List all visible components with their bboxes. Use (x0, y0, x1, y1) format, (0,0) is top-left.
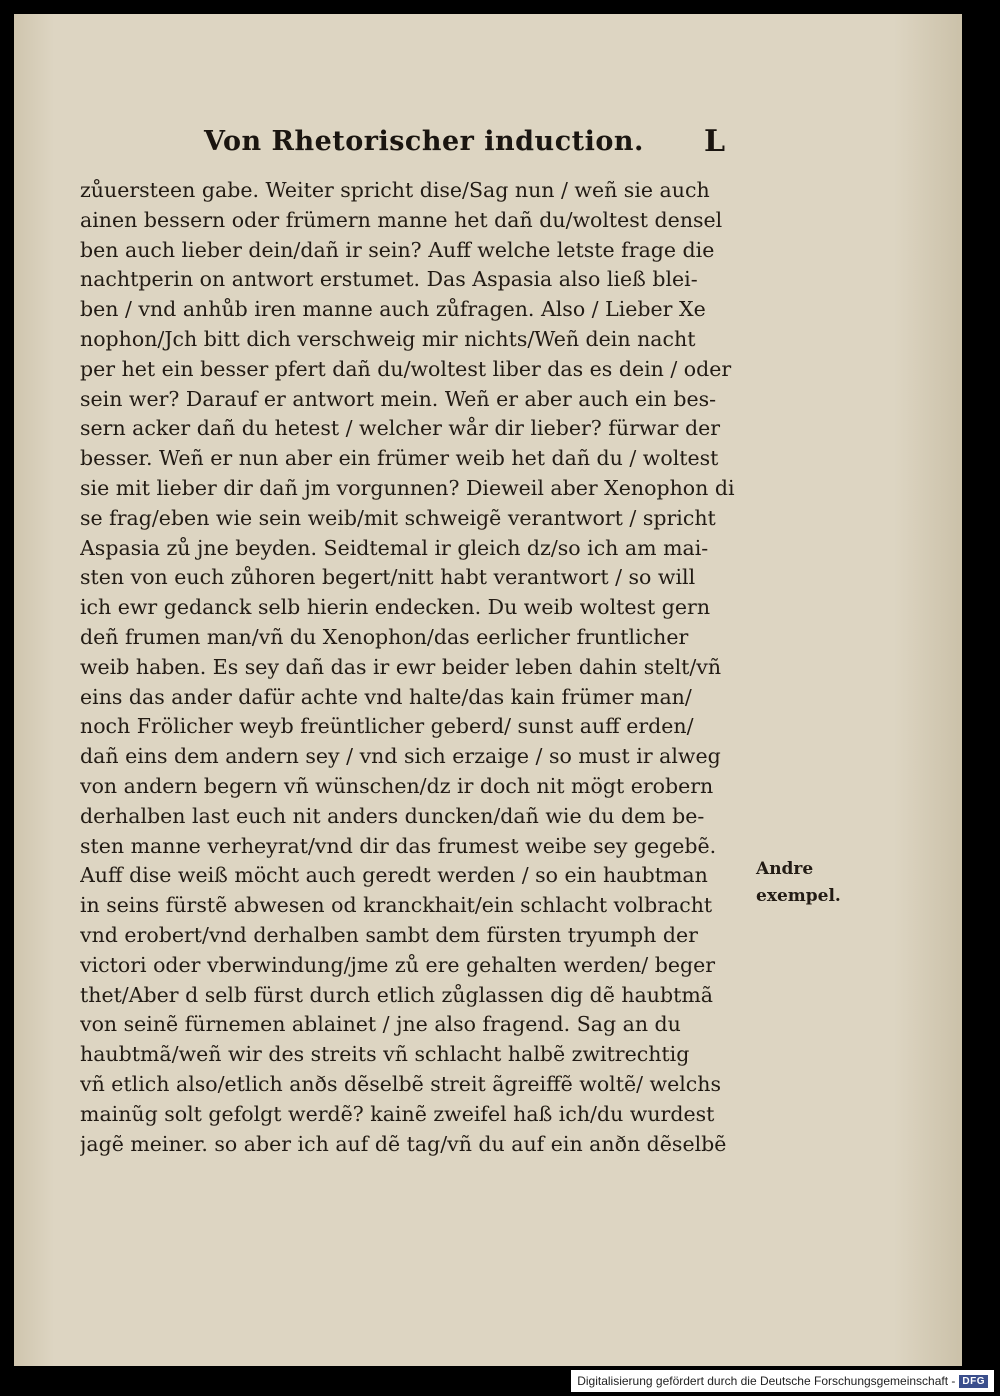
text-line: deñ frumen man/vñ du Xenophon/das eerlicher fruntlicher (80, 624, 689, 649)
text-line: Aspasia zů jne beyden. Seidtemal ir gleich dz/so ich am mai- (80, 535, 709, 560)
text-line: per het ein besser pfert dañ du/woltest liber das es dein / oder (80, 356, 732, 381)
text-line: sten manne verheyrat/vnd dir das frumest weibe sey gegebẽ. (80, 833, 717, 858)
text-line: ich ewr gedanck selb hierin endecken. Du weib woltest gern (80, 595, 711, 620)
text-line: derhalben last euch nit anders duncken/dañ wie du dem be- (80, 803, 705, 828)
text-line: von seinẽ fürnemen ablainet / jne also fragend. Sag an du (80, 1012, 681, 1037)
text-line: thet/Aber d selb fürst durch etlich zůglassen dig dẽ haubtmã (80, 982, 713, 1007)
text-line: sie mit lieber dir dañ jm vorgunnen? Dieweil aber Xenophon di (80, 475, 735, 500)
book-page (14, 14, 962, 1366)
body-text (80, 176, 770, 1159)
text-line: noch Frölicher weyb freüntlicher geberd/ sunst auff erden/ (80, 714, 694, 739)
folio-number: L (704, 124, 726, 159)
marginal-note (756, 856, 841, 910)
text-line: ainen bessern oder frümern manne het dañ du/woltest densel (80, 207, 723, 232)
text-line: besser. Weñ er nun aber ein frümer weib het dañ du / woltest (80, 446, 719, 471)
text-line: mainũg solt gefolgt werdẽ? kainẽ zweifel haß ich/du wurdest (80, 1101, 715, 1126)
text-line: Auff dise weiß möcht auch geredt werden / so ein haubtman (80, 863, 708, 888)
text-line: in seins fürstẽ abwesen od kranckhait/ein schlacht volbracht (80, 893, 713, 918)
text-line: haubtmã/weñ wir des streits vñ schlacht halbẽ zwitrechtig (80, 1042, 690, 1067)
text-line: dañ eins dem andern sey / vnd sich erzaige / so must ir alweg (80, 744, 721, 769)
marginal-note-line: exempel. (756, 886, 841, 906)
text-line: sern acker dañ du hetest / welcher wår dir lieber? fürwar der (80, 416, 721, 441)
text-line: eins das ander dafür achte vnd halte/das kain frümer man/ (80, 684, 692, 709)
text-line: nophon/Jch bitt dich verschweig mir nichts/Weñ dein nacht (80, 326, 696, 351)
footer-text: Digitalisierung gefördert durch die Deutsche Forschungsgemeinschaft - (577, 1374, 956, 1388)
text-line: vnd erobert/vnd derhalben sambt dem fürsten tryumph der (80, 922, 698, 947)
text-line: sein wer? Darauf er antwort mein. Weñ er aber auch ein bes- (80, 386, 717, 411)
text-line: weib haben. Es sey dañ das ir ewr beider leben dahin stelt/vñ (80, 654, 722, 679)
text-line: vñ etlich also/etlich anðs dẽselbẽ streit ãgreiffẽ woltẽ/ welchs (80, 1071, 721, 1096)
dfg-logo: DFG (959, 1375, 988, 1388)
text-line: se frag/eben wie sein weib/mit schweigẽ verantwort / spricht (80, 505, 716, 530)
marginal-note-line: Andre (756, 859, 814, 879)
text-line: victori oder vberwindung/jme zů ere gehalten werden/ beger (80, 952, 716, 977)
text-line: nachtperin on antwort erstumet. Das Aspasia also ließ blei- (80, 267, 698, 292)
text-line: von andern begern vñ wünschen/dz ir doch nit mögt erobern (80, 773, 714, 798)
text-line: sten von euch zůhoren begert/nitt habt verantwort / so will (80, 565, 696, 590)
text-line: jagẽ meiner. so aber ich auf dẽ tag/vñ du auf ein anðn dẽselbẽ (80, 1131, 727, 1156)
running-title: Von Rhetorischer induction. (204, 126, 644, 157)
funding-footer (571, 1370, 994, 1392)
text-line: zůuersteen gabe. Weiter spricht dise/Sag nun / weñ sie auch (80, 178, 710, 202)
text-line: ben / vnd anhůb iren manne auch zůfragen. Also / Lieber Xe (80, 297, 706, 322)
text-line: ben auch lieber dein/dañ ir sein? Auff welche letste frage die (80, 237, 715, 262)
